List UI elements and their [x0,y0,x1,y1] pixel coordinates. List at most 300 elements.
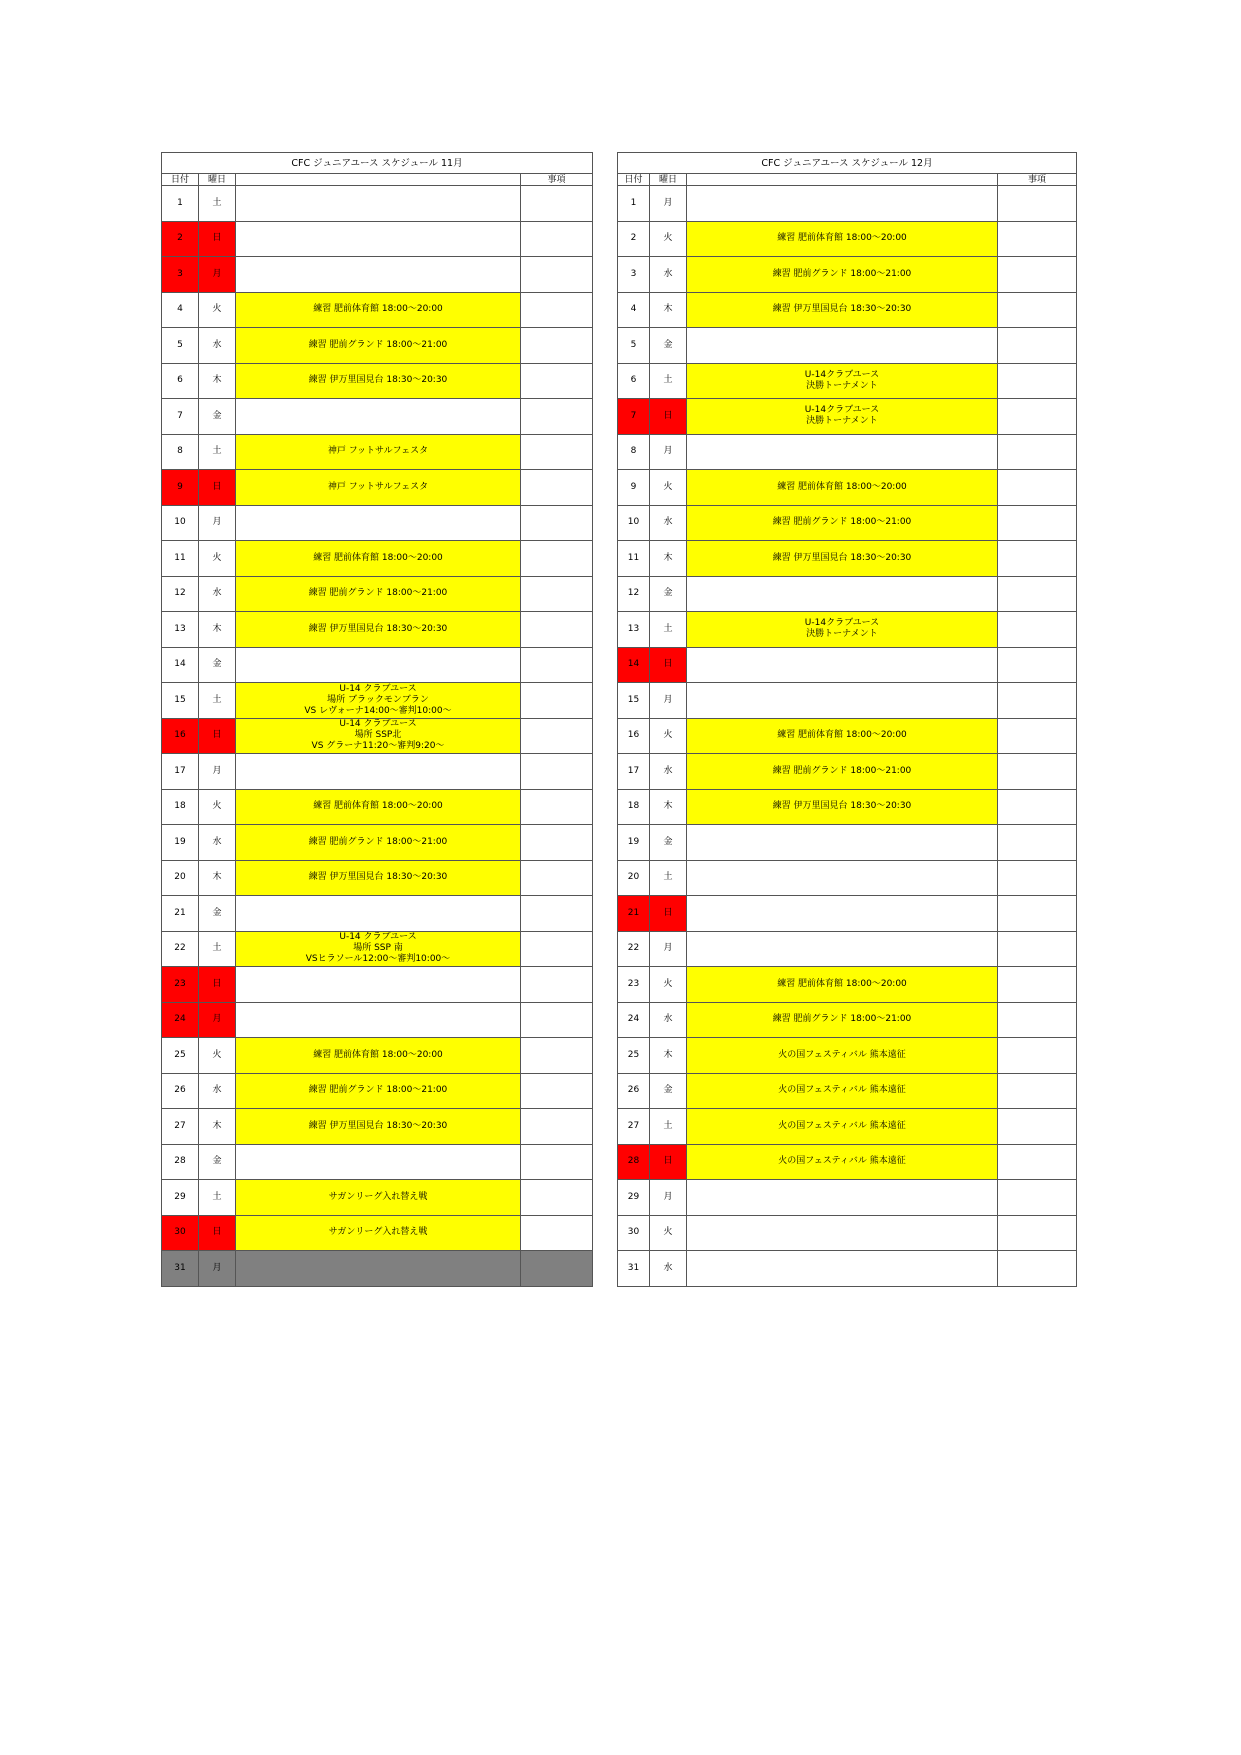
header-date: 日付 [162,174,199,186]
date-cell: 20 [618,860,650,896]
notes-cell [521,896,593,932]
table-row [618,896,1077,932]
table-row [162,931,593,967]
event-cell: U-14クラブユース 決勝トーナメント [687,399,998,435]
weekday-cell: 水 [650,257,687,293]
weekday-cell: 土 [650,363,687,399]
date-cell: 19 [162,825,199,861]
date-cell: 7 [618,399,650,435]
event-cell: 神戸 フットサルフェスタ [236,470,521,506]
december-schedule-table [617,152,1077,1287]
table-row [618,1180,1077,1216]
title-row [162,153,593,174]
weekday-cell: 金 [199,399,236,435]
date-cell: 28 [618,1144,650,1180]
date-cell: 9 [162,470,199,506]
event-cell [687,1251,998,1287]
weekday-cell: 木 [650,541,687,577]
date-cell: 14 [162,647,199,683]
notes-cell [998,399,1077,435]
event-cell: 練習 伊万里国見台 18:30～20:30 [236,860,521,896]
table-row [162,967,593,1003]
table-row [618,789,1077,825]
weekday-cell: 土 [650,860,687,896]
event-cell: 練習 肥前グランド 18:00～21:00 [236,576,521,612]
date-cell: 16 [618,718,650,754]
notes-cell [521,967,593,1003]
header-content [236,174,521,186]
date-cell: 29 [162,1180,199,1216]
weekday-cell: 火 [199,292,236,328]
date-cell: 9 [618,470,650,506]
date-cell: 12 [162,576,199,612]
notes-cell [521,754,593,790]
table-row [618,1215,1077,1251]
event-cell [236,1251,521,1287]
weekday-cell: 火 [199,541,236,577]
table-row [162,612,593,648]
date-cell: 4 [618,292,650,328]
date-cell: 10 [618,505,650,541]
table-row [618,1144,1077,1180]
table-row [618,754,1077,790]
event-cell: 練習 肥前体育館 18:00～20:00 [236,541,521,577]
table-row [618,434,1077,470]
notes-cell [521,257,593,293]
event-cell [687,434,998,470]
notes-cell [998,718,1077,754]
notes-cell [521,505,593,541]
table-row [618,612,1077,648]
table-row [618,1002,1077,1038]
table-row [162,541,593,577]
table-row [162,789,593,825]
notes-cell [998,860,1077,896]
date-cell: 25 [618,1038,650,1074]
weekday-cell: 木 [199,1109,236,1145]
event-cell: 練習 肥前グランド 18:00～21:00 [687,754,998,790]
date-cell: 11 [618,541,650,577]
weekday-cell: 水 [650,1251,687,1287]
notes-cell [998,1002,1077,1038]
notes-cell [998,825,1077,861]
date-cell: 2 [162,221,199,257]
notes-cell [521,292,593,328]
header-content [687,174,998,186]
event-cell: 練習 肥前グランド 18:00～21:00 [236,825,521,861]
weekday-cell: 木 [650,292,687,328]
event-cell: 練習 伊万里国見台 18:30～20:30 [236,612,521,648]
weekday-cell: 月 [199,1251,236,1287]
weekday-cell: 水 [199,825,236,861]
notes-cell [998,221,1077,257]
event-cell: 火の国フェスティバル 熊本遠征 [687,1144,998,1180]
notes-cell [521,399,593,435]
date-cell: 26 [618,1073,650,1109]
event-cell [687,647,998,683]
event-cell [687,1215,998,1251]
weekday-cell: 火 [650,967,687,1003]
weekday-cell: 金 [650,1073,687,1109]
notes-cell [521,1144,593,1180]
notes-cell [521,1251,593,1287]
table-row [162,1180,593,1216]
table-row [162,328,593,364]
table-row [162,363,593,399]
header-weekday: 曜日 [650,174,687,186]
schedule-title: CFC ジュニアユース スケジュール 12月 [618,153,1077,174]
table-row [618,399,1077,435]
notes-cell [521,434,593,470]
date-cell: 28 [162,1144,199,1180]
date-cell: 24 [162,1002,199,1038]
date-cell: 26 [162,1073,199,1109]
notes-cell [998,470,1077,506]
header-weekday: 曜日 [199,174,236,186]
weekday-cell: 木 [650,1038,687,1074]
table-row [618,1109,1077,1145]
table-row [162,1002,593,1038]
title-row [618,153,1077,174]
date-cell: 21 [618,896,650,932]
date-cell: 1 [618,186,650,222]
event-cell: サガンリーグ入れ替え戦 [236,1215,521,1251]
date-cell: 15 [618,683,650,719]
weekday-cell: 日 [650,896,687,932]
schedule-title: CFC ジュニアユース スケジュール 11月 [162,153,593,174]
weekday-cell: 土 [650,612,687,648]
table-row [162,470,593,506]
notes-cell [521,860,593,896]
event-cell [687,896,998,932]
notes-cell [998,292,1077,328]
table-row [162,860,593,896]
notes-cell [521,718,593,754]
date-cell: 1 [162,186,199,222]
event-cell [236,754,521,790]
notes-cell [521,1038,593,1074]
event-cell: 練習 肥前グランド 18:00～21:00 [687,257,998,293]
weekday-cell: 月 [199,257,236,293]
date-cell: 16 [162,718,199,754]
notes-cell [998,896,1077,932]
weekday-cell: 土 [199,683,236,719]
table-row [618,576,1077,612]
date-cell: 6 [618,363,650,399]
notes-cell [998,1215,1077,1251]
table-row [618,292,1077,328]
date-cell: 12 [618,576,650,612]
weekday-cell: 月 [650,683,687,719]
event-cell: 火の国フェスティバル 熊本遠征 [687,1073,998,1109]
notes-cell [998,967,1077,1003]
date-cell: 5 [618,328,650,364]
table-row [618,257,1077,293]
table-row [618,825,1077,861]
date-cell: 21 [162,896,199,932]
notes-cell [521,328,593,364]
table-row [162,718,593,754]
date-cell: 24 [618,1002,650,1038]
table-row [162,647,593,683]
event-cell [687,186,998,222]
notes-cell [998,1109,1077,1145]
header-date: 日付 [618,174,650,186]
event-cell: 練習 肥前体育館 18:00～20:00 [687,967,998,1003]
weekday-cell: 月 [650,186,687,222]
event-cell: 練習 肥前グランド 18:00～21:00 [236,328,521,364]
date-cell: 31 [618,1251,650,1287]
notes-cell [521,825,593,861]
event-cell [236,647,521,683]
table-row [162,683,593,719]
event-cell: 練習 肥前体育館 18:00～20:00 [687,470,998,506]
notes-cell [998,683,1077,719]
table-row [618,186,1077,222]
notes-cell [998,576,1077,612]
weekday-cell: 土 [199,434,236,470]
notes-cell [521,1002,593,1038]
event-cell [687,576,998,612]
date-cell: 5 [162,328,199,364]
notes-cell [998,647,1077,683]
weekday-cell: 月 [199,505,236,541]
weekday-cell: 火 [650,1215,687,1251]
weekday-cell: 日 [199,718,236,754]
table-row [618,541,1077,577]
event-cell: 練習 伊万里国見台 18:30～20:30 [236,1109,521,1145]
notes-cell [998,363,1077,399]
notes-cell [998,1180,1077,1216]
notes-cell [521,576,593,612]
notes-cell [998,1073,1077,1109]
weekday-cell: 金 [650,328,687,364]
table-row [618,1251,1077,1287]
weekday-cell: 火 [650,470,687,506]
notes-cell [521,221,593,257]
table-row [162,399,593,435]
date-cell: 29 [618,1180,650,1216]
notes-cell [521,470,593,506]
weekday-cell: 月 [199,1002,236,1038]
event-cell [687,860,998,896]
event-cell: 練習 伊万里国見台 18:30～20:30 [687,789,998,825]
event-cell: 神戸 フットサルフェスタ [236,434,521,470]
event-cell [687,683,998,719]
event-cell [236,1002,521,1038]
event-cell: 練習 伊万里国見台 18:30～20:30 [687,292,998,328]
notes-cell [521,1180,593,1216]
date-cell: 2 [618,221,650,257]
table-row [162,576,593,612]
event-cell [236,1144,521,1180]
table-row [618,931,1077,967]
date-cell: 8 [162,434,199,470]
date-cell: 19 [618,825,650,861]
event-cell [236,186,521,222]
table-row [162,1144,593,1180]
date-cell: 13 [618,612,650,648]
date-cell: 22 [618,931,650,967]
weekday-cell: 金 [199,896,236,932]
notes-cell [998,1144,1077,1180]
event-cell: 練習 肥前体育館 18:00～20:00 [236,1038,521,1074]
date-cell: 10 [162,505,199,541]
weekday-cell: 月 [650,931,687,967]
event-cell [236,221,521,257]
notes-cell [998,612,1077,648]
weekday-cell: 水 [199,328,236,364]
event-cell: 練習 肥前体育館 18:00～20:00 [236,292,521,328]
weekday-cell: 火 [650,221,687,257]
event-cell: 練習 肥前グランド 18:00～21:00 [236,1073,521,1109]
table-row [618,1073,1077,1109]
notes-cell [998,1251,1077,1287]
weekday-cell: 日 [650,399,687,435]
weekday-cell: 水 [650,1002,687,1038]
notes-cell [521,647,593,683]
event-cell: 練習 肥前グランド 18:00～21:00 [687,1002,998,1038]
notes-cell [998,257,1077,293]
date-cell: 31 [162,1251,199,1287]
date-cell: 20 [162,860,199,896]
event-cell: 練習 伊万里国見台 18:30～20:30 [687,541,998,577]
event-cell: U-14クラブユース 決勝トーナメント [687,363,998,399]
notes-cell [521,931,593,967]
date-cell: 17 [162,754,199,790]
date-cell: 4 [162,292,199,328]
event-cell [236,257,521,293]
notes-cell [998,541,1077,577]
weekday-cell: 土 [199,931,236,967]
notes-cell [998,789,1077,825]
date-cell: 25 [162,1038,199,1074]
date-cell: 30 [162,1215,199,1251]
date-cell: 27 [162,1109,199,1145]
date-cell: 17 [618,754,650,790]
notes-cell [521,683,593,719]
event-cell [687,825,998,861]
event-cell: 火の国フェスティバル 熊本遠征 [687,1109,998,1145]
event-cell: 火の国フェスティバル 熊本遠征 [687,1038,998,1074]
november-schedule-table [161,152,593,1287]
weekday-cell: 土 [650,1109,687,1145]
date-cell: 23 [162,967,199,1003]
table-row [618,718,1077,754]
weekday-cell: 月 [199,754,236,790]
table-row [618,363,1077,399]
table-row [618,505,1077,541]
weekday-cell: 金 [650,825,687,861]
notes-cell [998,434,1077,470]
weekday-cell: 水 [650,505,687,541]
weekday-cell: 木 [650,789,687,825]
notes-cell [998,1038,1077,1074]
weekday-cell: 金 [650,576,687,612]
event-cell: 練習 伊万里国見台 18:30～20:30 [236,363,521,399]
weekday-cell: 水 [199,576,236,612]
event-cell: U-14クラブユース 決勝トーナメント [687,612,998,648]
date-cell: 3 [162,257,199,293]
date-cell: 13 [162,612,199,648]
table-row [618,1038,1077,1074]
table-row [618,221,1077,257]
event-cell: 練習 肥前グランド 18:00～21:00 [687,505,998,541]
date-cell: 27 [618,1109,650,1145]
table-row [162,292,593,328]
notes-cell [521,363,593,399]
table-row [618,683,1077,719]
weekday-cell: 月 [650,1180,687,1216]
table-row [162,1251,593,1287]
date-cell: 18 [618,789,650,825]
event-cell: 練習 肥前体育館 18:00～20:00 [236,789,521,825]
weekday-cell: 日 [199,221,236,257]
table-row [162,754,593,790]
weekday-cell: 日 [650,647,687,683]
weekday-cell: 木 [199,860,236,896]
table-row [162,1038,593,1074]
event-cell: U-14 クラブユース 場所 SSP北 VS グラーナ11:20～審判9:20～ [236,718,521,754]
date-cell: 14 [618,647,650,683]
date-cell: 18 [162,789,199,825]
table-row [162,1215,593,1251]
date-cell: 8 [618,434,650,470]
notes-cell [998,505,1077,541]
table-row [162,825,593,861]
table-row [618,647,1077,683]
table-row [162,434,593,470]
table-row [162,221,593,257]
event-cell [687,931,998,967]
date-cell: 30 [618,1215,650,1251]
weekday-cell: 火 [199,789,236,825]
date-cell: 3 [618,257,650,293]
header-row [618,174,1077,186]
notes-cell [521,612,593,648]
weekday-cell: 火 [199,1038,236,1074]
table-row [162,896,593,932]
weekday-cell: 土 [199,186,236,222]
event-cell: U-14 クラブユース 場所 SSP 南 VSヒラソール12:00～審判10:00～ [236,931,521,967]
table-row [162,186,593,222]
notes-cell [521,186,593,222]
weekday-cell: 日 [199,1215,236,1251]
date-cell: 23 [618,967,650,1003]
event-cell [687,1180,998,1216]
date-cell: 11 [162,541,199,577]
date-cell: 22 [162,931,199,967]
weekday-cell: 水 [650,754,687,790]
notes-cell [521,789,593,825]
weekday-cell: 日 [199,470,236,506]
event-cell: U-14 クラブユース 場所 ブラックモンブラン VS レヴォーナ14:00～審判10:00～ [236,683,521,719]
weekday-cell: 水 [199,1073,236,1109]
table-row [162,505,593,541]
notes-cell [998,931,1077,967]
weekday-cell: 土 [199,1180,236,1216]
notes-cell [998,754,1077,790]
table-row [162,257,593,293]
event-cell [236,967,521,1003]
event-cell [236,896,521,932]
date-cell: 7 [162,399,199,435]
date-cell: 6 [162,363,199,399]
notes-cell [521,1073,593,1109]
event-cell: 練習 肥前体育館 18:00～20:00 [687,718,998,754]
table-row [618,470,1077,506]
table-row [162,1109,593,1145]
